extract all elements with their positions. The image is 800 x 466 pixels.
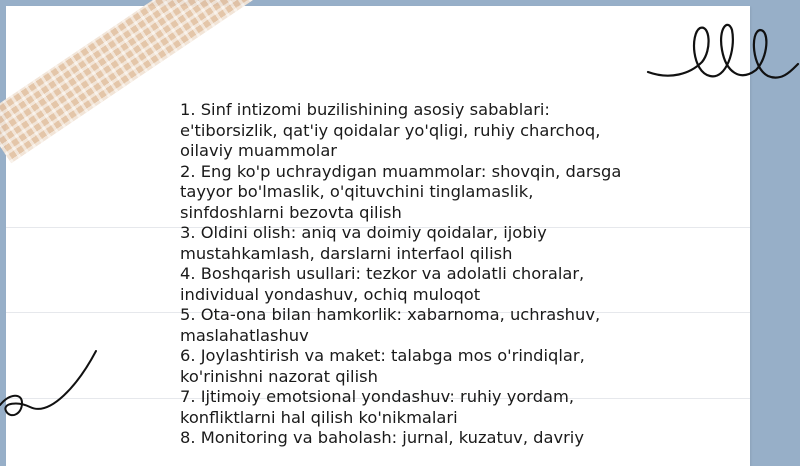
list-item: 3. Oldini olish: aniq va doimiy qoidalar, ijobiy mustahkamlash, darslarni interfaol qilish — [180, 223, 547, 263]
list-item: 6. Joylashtirish va maket: talabga mos o'rindiqlar, ko'rinishni nazorat qilish — [180, 346, 585, 386]
document-body — [180, 100, 640, 449]
list-item: 5. Ota-ona bilan hamkorlik: xabarnoma, uchrashuv, maslahatlashuv — [180, 305, 601, 345]
list-item: 4. Boshqarish usullari: tezkor va adolatli choralar, individual yondashuv, ochiq muloqot — [180, 264, 585, 304]
list-item: 7. Ijtimoiy emotsional yondashuv: ruhiy yordam, konfliktlarni hal qilish ko'nikmalari — [180, 387, 575, 427]
decorative-scribble-bottom-left — [0, 345, 110, 450]
list-item: 2. Eng ko'p uchraydigan muammolar: shovqin, darsga tayyor bo'lmaslik, o'qituvchini tinglamaslik, sinfdoshlarni bezovta qilish — [180, 161, 622, 222]
list-item: 8. Monitoring va baholash: jurnal, kuzatuv, davriy — [180, 428, 584, 447]
decorative-scribble-top-right — [640, 10, 800, 90]
list-item: 1. Sinf intizomi buzilishining asosiy sabablari: e'tiborsizlik, qat'iy qoidalar yo'qligi, ruhiy charchoq, oilaviy muammolar — [180, 100, 601, 160]
